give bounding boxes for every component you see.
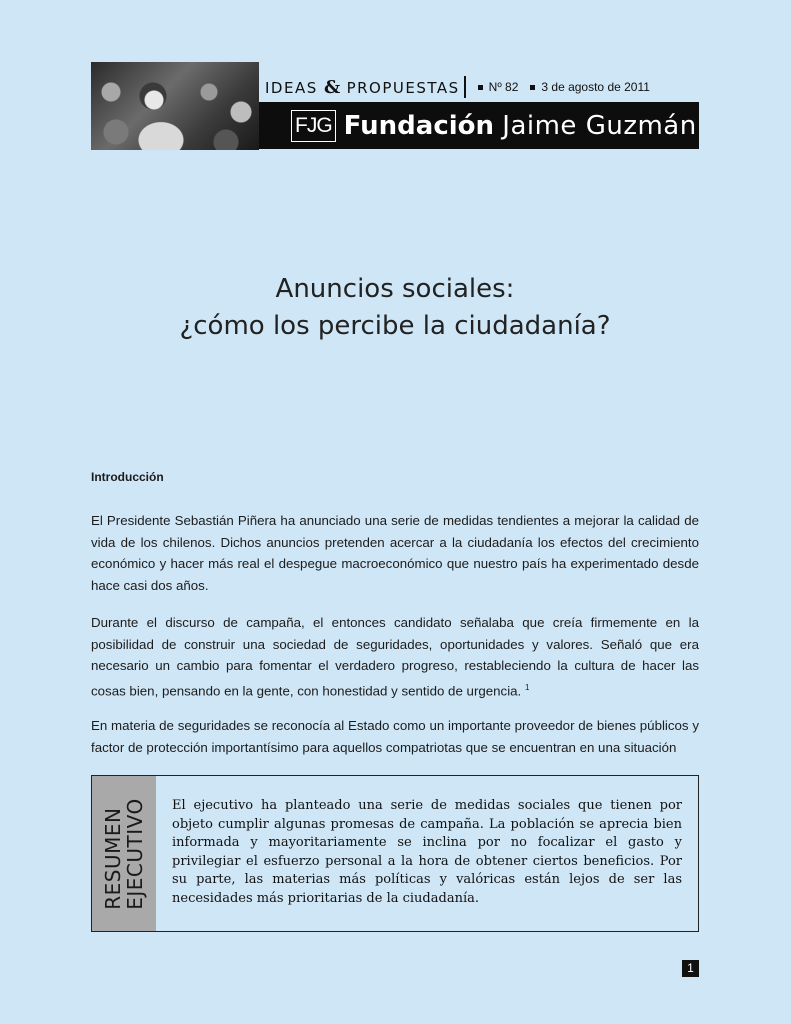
series-suffix: PROPUESTAS: [346, 78, 460, 97]
document-title: [91, 271, 699, 345]
summary-text: El ejecutivo ha planteado una serie de medidas sociales que tienen por objeto cumplir algunas promesas de campaña. La población se aprecia bien informada y mayoritariamente se inclina por no focalizar el gasto y privilegiar el esfuerzo personal a la hora de obtener ciertos beneficios. Por su parte, las materias más políticas y valóricas están lejos de ser las necesidades más prioritarias de la ciudadanía.: [172, 798, 682, 906]
paragraph-2-text: Durante el discurso de campaña, el entonces candidato señalaba que creía firmemente en la posibilidad de construir una sociedad de seguridades, oportunidades y valores. Señaló que era necesario un cambio para fomentar el verdadero progreso, restableciendo la cultura de hacer las cosas bien, pensando en la gente, con honestidad y sentido de urgencia.: [91, 615, 699, 698]
summary-label-line-2: EJECUTIVO: [123, 797, 147, 910]
foundation-name: [344, 111, 697, 141]
series-title: [259, 77, 460, 98]
foundation-name-bold: Fundación: [343, 110, 495, 141]
series-prefix: IDEAS: [265, 78, 318, 97]
summary-label-column: [92, 776, 156, 931]
executive-summary-box: [91, 775, 699, 932]
issue-meta: [472, 80, 650, 94]
header-photo: [91, 62, 259, 150]
foundation-banner: [259, 102, 699, 149]
summary-label-line-1: RESUMEN: [101, 807, 125, 910]
footnote-marker: 1: [524, 682, 530, 692]
page-number: 1: [682, 960, 699, 977]
header-divider: [464, 76, 466, 98]
issue-date: 3 de agosto de 2011: [541, 80, 650, 94]
fjg-logo: FJG: [291, 110, 336, 142]
title-line-1: Anuncios sociales:: [275, 274, 515, 304]
paragraph-2: [91, 612, 699, 701]
title-line-2: ¿cómo los percibe la ciudadanía?: [179, 311, 611, 341]
foundation-name-light: Jaime Guzmán: [502, 110, 697, 141]
bullet-icon: [530, 85, 535, 90]
section-heading: Introducción: [91, 470, 164, 484]
summary-label: [102, 798, 146, 909]
series-ampersand: &: [324, 76, 341, 98]
paragraph-1: El Presidente Sebastián Piñera ha anunciado una serie de medidas tendientes a mejorar la calidad de vida de los chilenos. Dichos anuncios pretenden acercar a la ciudadanía los efectos del crecimiento económico y hacer más real el despegue macroeconómico que nuestro país ha experimentado desde hace casi dos años.: [91, 513, 699, 593]
paragraph-3: En materia de seguridades se reconocía al Estado como un importante proveedor de bienes públicos y factor de protección importantísimo para aquellos compatriotas que se encuentran en una situación: [91, 718, 699, 755]
issue-number: Nº 82: [488, 80, 519, 94]
series-bar: [259, 74, 699, 100]
bullet-icon: [478, 85, 483, 90]
